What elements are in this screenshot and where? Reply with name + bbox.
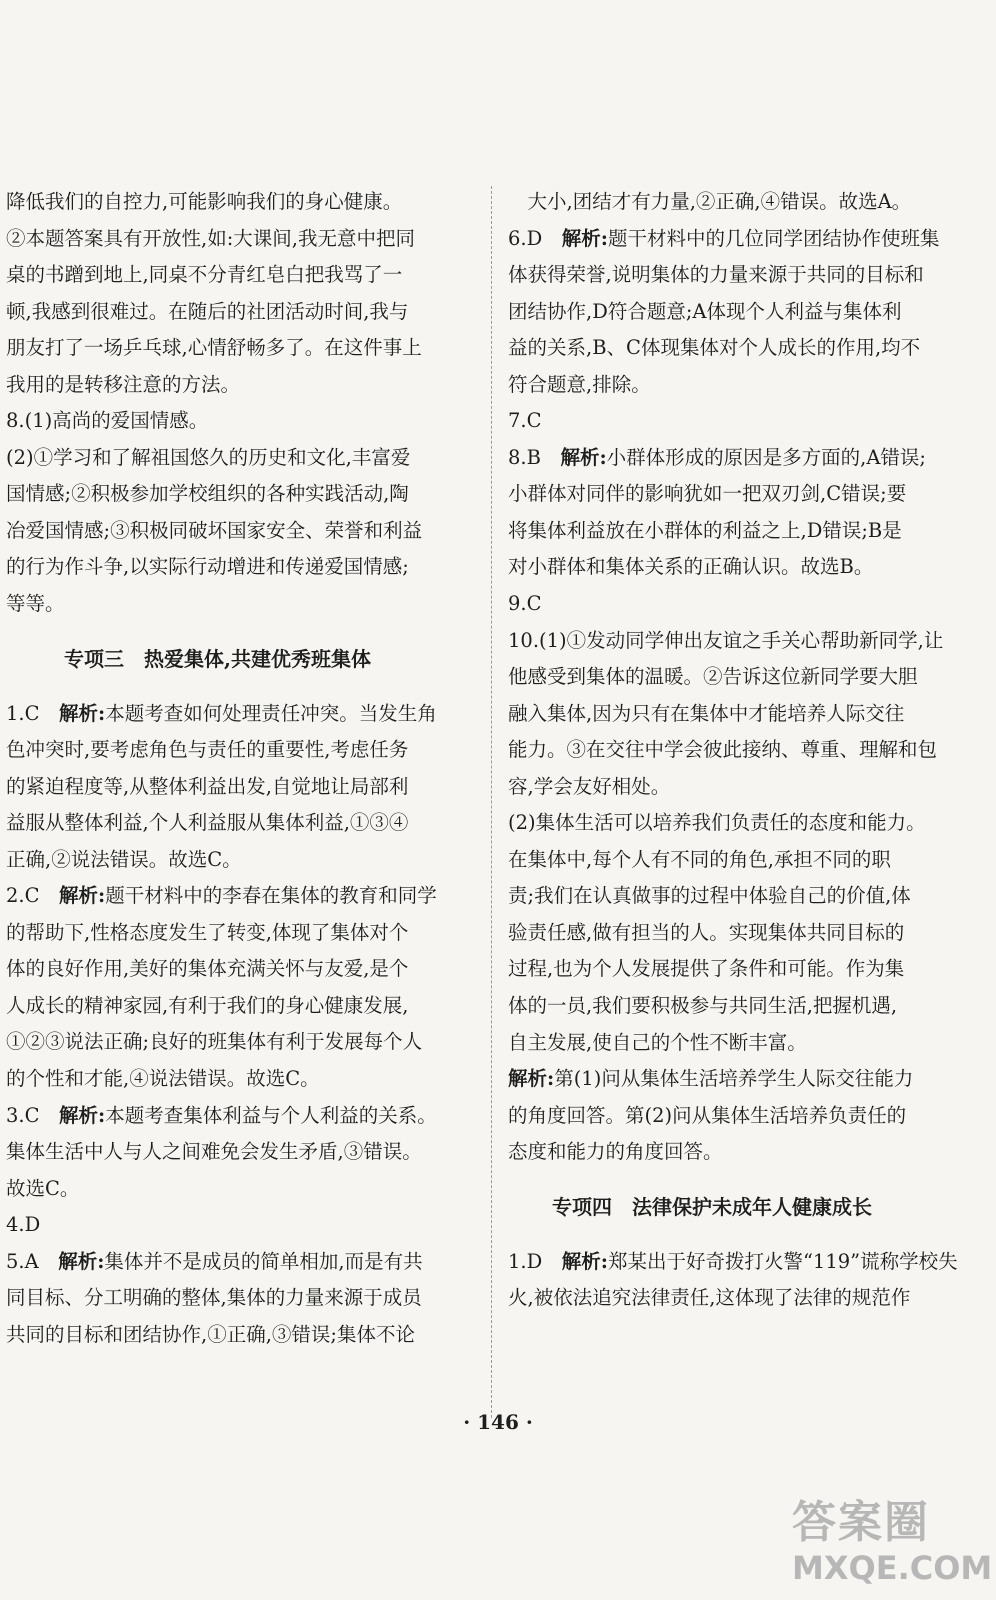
analysis-label: 解析: [58, 1249, 105, 1273]
text-line [508, 1061, 984, 1098]
text-line [508, 476, 984, 513]
text-line [508, 330, 984, 367]
line-text: 正确,②说法错误。故选C。 [6, 847, 242, 871]
text-line [508, 988, 984, 1025]
text-line [508, 623, 984, 660]
line-text: 第(1)问从集体生活培养学生人际交往能力 [554, 1067, 914, 1091]
text-line [508, 403, 984, 440]
line-text: ①②③说法正确;良好的班集体有利于发展每个人 [6, 1030, 423, 1054]
line-text: 符合题意,排除。 [508, 372, 651, 396]
text-line [508, 1025, 984, 1062]
text-line [6, 513, 476, 550]
text-line [508, 1280, 984, 1317]
text-line [508, 257, 984, 294]
line-text: 同目标、分工明确的整体,集体的力量来源于成员 [6, 1286, 422, 1310]
text-line [6, 842, 476, 879]
right-lines-before [508, 184, 984, 1171]
text-line [508, 221, 984, 258]
line-text: 等等。 [6, 592, 65, 616]
analysis-label: 解析: [560, 445, 607, 469]
line-text: (2)集体生活可以培养我们负责任的态度和能力。 [508, 811, 926, 835]
text-line [6, 184, 476, 221]
text-line [6, 294, 476, 331]
analysis-label: 解析: [561, 1249, 608, 1273]
text-line [6, 221, 476, 258]
line-text: 体获得荣誉,说明集体的力量来源于共同的目标和 [508, 263, 924, 287]
line-text: 题干材料中的李春在集体的教育和同学 [105, 884, 437, 908]
section-title-3: 专项三 热爱集体,共建优秀班集体 [64, 646, 371, 671]
line-text: 郑某出于好奇拨打火警“119”谎称学校失 [607, 1249, 958, 1273]
text-line [508, 1134, 984, 1171]
text-line [508, 915, 984, 952]
text-line [6, 330, 476, 367]
line-text: 朋友打了一场乒乓球,心情舒畅多了。在这件事上 [6, 336, 422, 360]
line-text: 容,学会友好相处。 [508, 774, 671, 798]
line-text: 顿,我感到很难过。在随后的社团活动时间,我与 [6, 299, 409, 323]
line-text: 国情感;②积极参加学校组织的各种实践活动,陶 [6, 482, 409, 506]
text-line [6, 878, 476, 915]
line-text: 本题考查集体利益与个人利益的关系。 [105, 1103, 437, 1127]
text-line [6, 805, 476, 842]
text-line [508, 878, 984, 915]
line-text: 体的良好作用,美好的集体充满关怀与友爱,是个 [6, 957, 409, 981]
text-line [6, 586, 476, 623]
line-text: 我用的是转移注意的方法。 [6, 372, 241, 396]
question-number: 1.C [6, 701, 60, 725]
analysis-label: 解析: [508, 1067, 555, 1091]
text-line [508, 696, 984, 733]
line-text: 融入集体,因为只有在集体中才能培养人际交往 [508, 701, 905, 725]
line-text: 冶爱国情感;③积极同破坏国家安全、荣誉和利益 [6, 518, 423, 542]
line-text: 4.D [6, 1213, 41, 1237]
text-line [6, 696, 476, 733]
line-text: 的角度回答。第(2)问从集体生活培养负责任的 [508, 1103, 907, 1127]
text-line [508, 586, 984, 623]
analysis-label: 解析: [59, 1103, 106, 1127]
line-text: 桌的书蹭到地上,同桌不分青红皂白把我骂了一 [6, 263, 403, 287]
question-number: 6.D [508, 226, 562, 250]
text-line [6, 1244, 476, 1281]
text-line [508, 769, 984, 806]
column-divider [491, 186, 492, 1418]
line-text: 8.(1)高尚的爱国情感。 [6, 409, 209, 433]
text-line [508, 951, 984, 988]
line-text: 的帮助下,性格态度发生了转变,体现了集体对个 [6, 920, 409, 944]
text-line [508, 1244, 984, 1281]
line-text: 人成长的精神家园,有利于我们的身心健康发展, [6, 993, 409, 1017]
text-line [6, 769, 476, 806]
text-line [508, 184, 984, 221]
text-line [6, 549, 476, 586]
text-line [6, 367, 476, 404]
text-line [6, 951, 476, 988]
text-line [508, 294, 984, 331]
line-text: 益服从整体利益,个人利益服从集体利益,①③④ [6, 811, 409, 835]
text-line [508, 549, 984, 586]
text-line [6, 440, 476, 477]
line-text: 团结协作,D符合题意;A体现个人利益与集体利 [508, 299, 902, 323]
question-number: 2.C [6, 884, 60, 908]
text-line [6, 1207, 476, 1244]
right-column [508, 184, 984, 1317]
text-line [6, 732, 476, 769]
text-line [508, 440, 984, 477]
question-number: 3.C [6, 1103, 60, 1127]
text-line [508, 659, 984, 696]
line-text: 自主发展,使自己的个性不断丰富。 [508, 1030, 807, 1054]
line-text: 7.C [508, 409, 542, 433]
text-line [6, 403, 476, 440]
line-text: 的紧迫程度等,从整体利益出发,自觉地让局部利 [6, 774, 409, 798]
line-text: 题干材料中的几位同学团结协作使班集 [607, 226, 940, 250]
line-text: 共同的目标和团结协作,①正确,③错误;集体不论 [6, 1322, 415, 1346]
line-text: 益的关系,B、C体现集体对个人成长的作用,均不 [508, 336, 921, 360]
line-text: 集体并不是成员的简单相加,而是有共 [104, 1249, 423, 1273]
text-line [508, 842, 984, 879]
text-line [6, 1134, 476, 1171]
line-text: 他感受到集体的温暖。②告诉这位新同学要大胆 [508, 665, 918, 689]
line-text: 能力。③在交往中学会彼此接纳、尊重、理解和包 [508, 738, 938, 762]
line-text: 过程,也为个人发展提供了条件和可能。作为集 [508, 957, 905, 981]
watermark-logo-text: 答案圈 [792, 1497, 930, 1548]
text-line [6, 988, 476, 1025]
line-text: 将集体利益放在小群体的利益之上,D错误;B是 [508, 518, 902, 542]
text-line [6, 257, 476, 294]
line-text: 集体生活中人与人之间难免会发生矛盾,③错误。 [6, 1140, 422, 1164]
right-lines-after [508, 1244, 984, 1317]
left-column [6, 184, 476, 1353]
line-text: 火,被依法追究法律责任,这体现了法律的规范作 [508, 1286, 911, 1310]
text-line [6, 1024, 476, 1061]
line-text: 验责任感,做有担当的人。实现集体共同目标的 [508, 920, 905, 944]
text-line [6, 1061, 476, 1098]
line-text: 10.(1)①发动同学伸出友谊之手关心帮助新同学,让 [508, 628, 944, 652]
line-text: 9.C [508, 592, 542, 616]
text-line [508, 367, 984, 404]
question-number: 1.D [508, 1249, 562, 1273]
line-text: 体的一员,我们要积极参与共同生活,把握机遇, [508, 994, 898, 1018]
text-line [6, 1280, 476, 1317]
question-number: 8.B [508, 445, 561, 469]
line-text: 大小,团结才有力量,②正确,④错误。故选A。 [508, 190, 912, 213]
text-line [508, 805, 984, 842]
text-line [6, 476, 476, 513]
section-title-4: 专项四 法律保护未成年人健康成长 [552, 1194, 872, 1219]
text-line [6, 1098, 476, 1135]
line-text: (2)①学习和了解祖国悠久的历史和文化,丰富爱 [6, 445, 411, 469]
text-line [508, 513, 984, 550]
line-text: 小群体对同伴的影响犹如一把双刃剑,C错误;要 [508, 482, 907, 506]
left-lines-after [6, 696, 476, 1354]
line-text: 本题考查如何处理责任冲突。当发生角 [105, 701, 437, 725]
line-text: 态度和能力的角度回答。 [508, 1140, 723, 1164]
line-text: 色冲突时,要考虑角色与责任的重要性,考虑任务 [6, 738, 409, 762]
text-line [6, 915, 476, 952]
line-text: ②本题答案具有开放性,如:大课间,我无意中把同 [6, 226, 415, 250]
line-text: 的个性和才能,④说法错误。故选C。 [6, 1067, 320, 1091]
text-line [6, 1171, 476, 1208]
text-line [6, 1317, 476, 1354]
analysis-label: 解析: [59, 884, 106, 908]
page-number: · 146 · [463, 1410, 533, 1434]
watermark-logo [792, 1498, 992, 1598]
text-line [508, 1098, 984, 1135]
question-number: 5.A [6, 1249, 59, 1273]
line-text: 降低我们的自控力,可能影响我们的身心健康。 [6, 190, 403, 213]
line-text: 在集体中,每个人有不同的角色,承担不同的职 [508, 847, 891, 871]
line-text: 小群体形成的原因是多方面的,A错误; [606, 445, 926, 469]
analysis-label: 解析: [561, 226, 608, 250]
watermark-url: MXQE.COM [792, 1549, 993, 1587]
left-lines-before [6, 184, 476, 623]
line-text: 故选C。 [6, 1176, 80, 1200]
analysis-label: 解析: [59, 701, 106, 725]
line-text: 责;我们在认真做事的过程中体验自己的价值,体 [508, 884, 911, 908]
line-text: 对小群体和集体关系的正确认识。故选B。 [508, 555, 874, 579]
line-text: 的行为作斗争,以实际行动增进和传递爱国情感; [6, 555, 409, 579]
text-line [508, 732, 984, 769]
